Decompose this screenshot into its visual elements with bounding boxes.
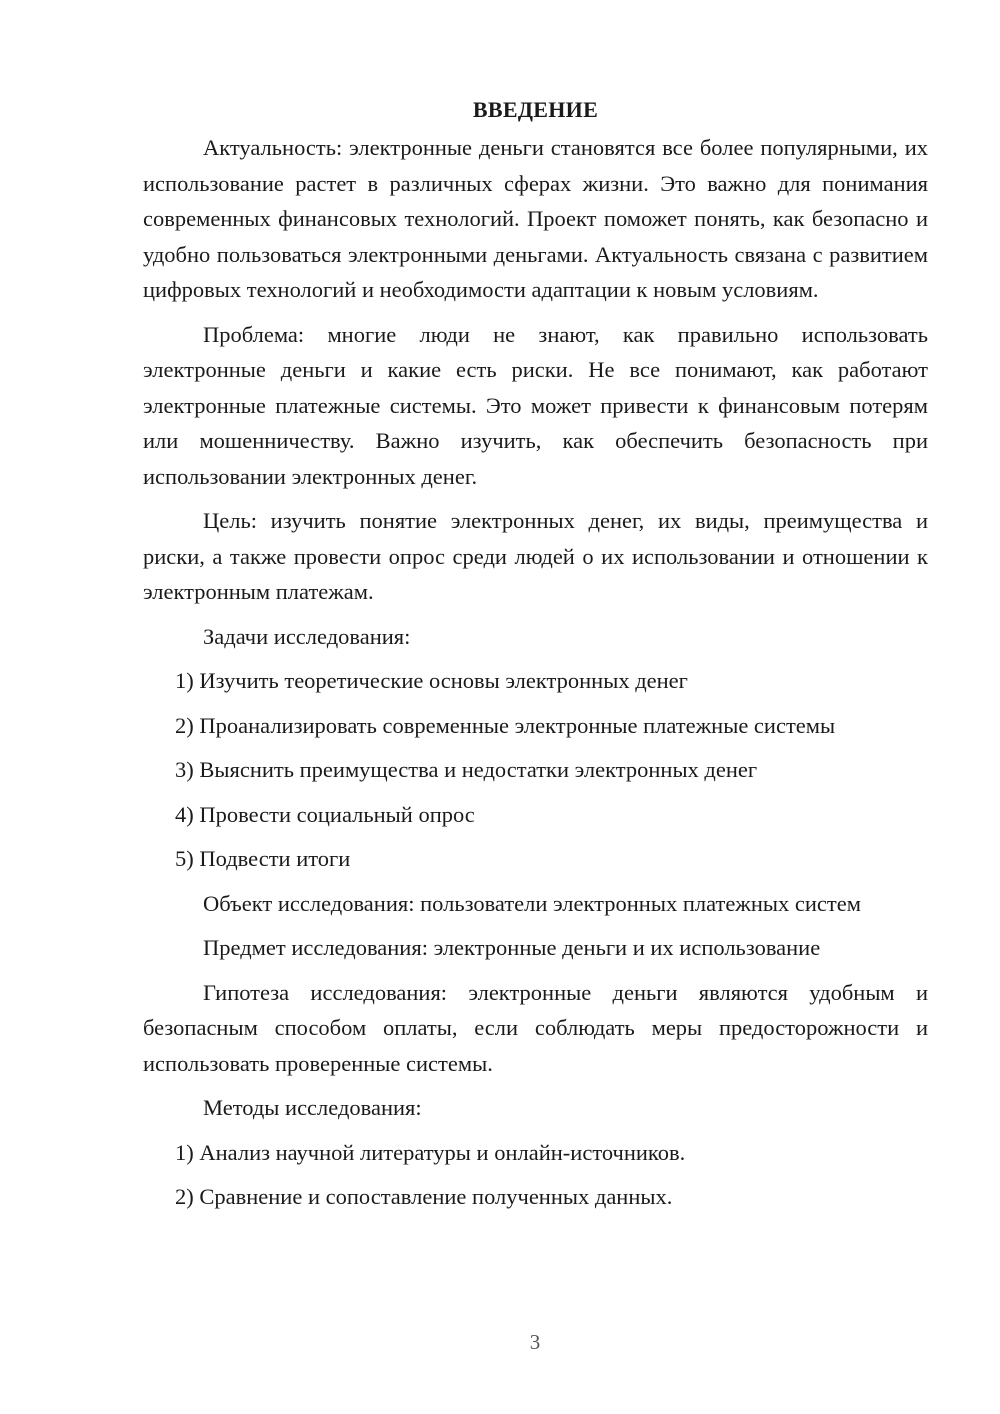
method-item-1: 1) Анализ научной литературы и онлайн-источников. [175, 1139, 686, 1165]
task-item-3: 3) Выяснить преимущества и недостатки электронных денег [175, 757, 758, 782]
relevance-paragraph: Актуальность: электронные деньги становятся все более популярными, их использование растет в различных сферах жизни. Это важно для понимания современных финансовых технологий. Проект поможет понять, как безопасно и удобно пользоваться электронными деньгами. Актуальность связана с развитием цифровых технологий и необходимости адаптации к новым условиям. [143, 135, 928, 302]
hypothesis-paragraph: Гипотеза исследования: электронные деньги являются удобным и безопасным способом оплаты, если соблюдать меры предосторожности и использовать проверенные системы. [143, 979, 928, 1076]
object-paragraph: Объект исследования: пользователи электронных платежных систем [203, 890, 861, 916]
document-title: ВВЕДЕНИЕ [472, 97, 599, 122]
task-item-1: 1) Изучить теоретические основы электронных денег [175, 668, 688, 693]
task-item-5: 5) Подвести итоги [175, 846, 351, 871]
subject-paragraph: Предмет исследования: электронные деньги и их использование [203, 935, 821, 960]
method-item-2: 2) Сравнение и сопоставление полученных данных. [175, 1184, 673, 1209]
problem-paragraph: Проблема: многие люди не знают, как правильно использовать электронные деньги и какие есть риски. Не все понимают, как работают электронные платежные системы. Это может привести к финансовым потерям или мошенничеству. Важно изучить, как обеспечить безопасность при использовании электронных денег. [143, 321, 928, 489]
methods-heading: Методы исследования: [203, 1095, 422, 1120]
task-item-2: 2) Проанализировать современные электронные платежные системы [175, 712, 836, 738]
tasks-heading: Задачи исследования: [203, 623, 411, 649]
document-page [143, 92, 928, 1224]
goal-paragraph: Цель: изучить понятие электронных денег, их виды, преимущества и риски, а также провести опрос среди людей о их использовании и отношении к электронным платежам. [143, 508, 928, 604]
task-item-4: 4) Провести социальный опрос [175, 801, 475, 827]
page-number: 3 [529, 1330, 541, 1354]
